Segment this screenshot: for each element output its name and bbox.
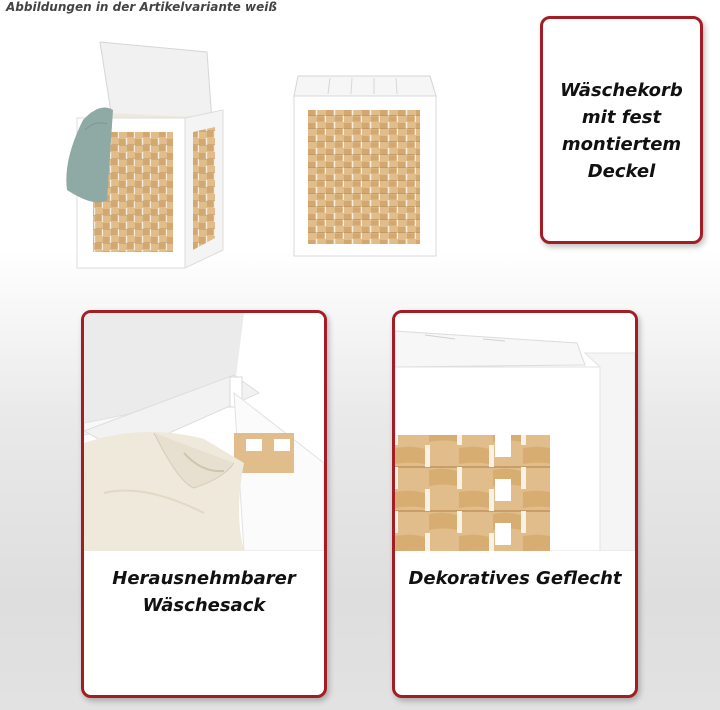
hamper-closed-front-photo (290, 70, 440, 260)
feature-card-fixed-lid-line-1: Wäschekorb (560, 80, 683, 101)
hamper-open-lid-photo (55, 40, 245, 270)
feature-card-removable-bag-line-2: Wäschesack (142, 595, 266, 616)
feature-card-fixed-lid-line-2: mit fest (581, 107, 662, 128)
removable-bag-photo (84, 313, 324, 551)
feature-card-fixed-lid-line-3: montiertem (561, 134, 682, 155)
decorative-weave-photo (395, 313, 635, 551)
feature-card-decorative-weave-line-1: Dekoratives Geflecht (408, 568, 622, 589)
feature-card-fixed-lid-line-4: Deckel (587, 161, 656, 182)
feature-card-decorative-weave (392, 310, 638, 698)
feature-card-removable-bag-line-1: Herausnehmbarer (112, 568, 296, 589)
feature-card-fixed-lid (540, 16, 703, 244)
image-caption: Abbildungen in der Artikelvariante weiß (6, 0, 277, 14)
feature-card-removable-bag (81, 310, 327, 698)
